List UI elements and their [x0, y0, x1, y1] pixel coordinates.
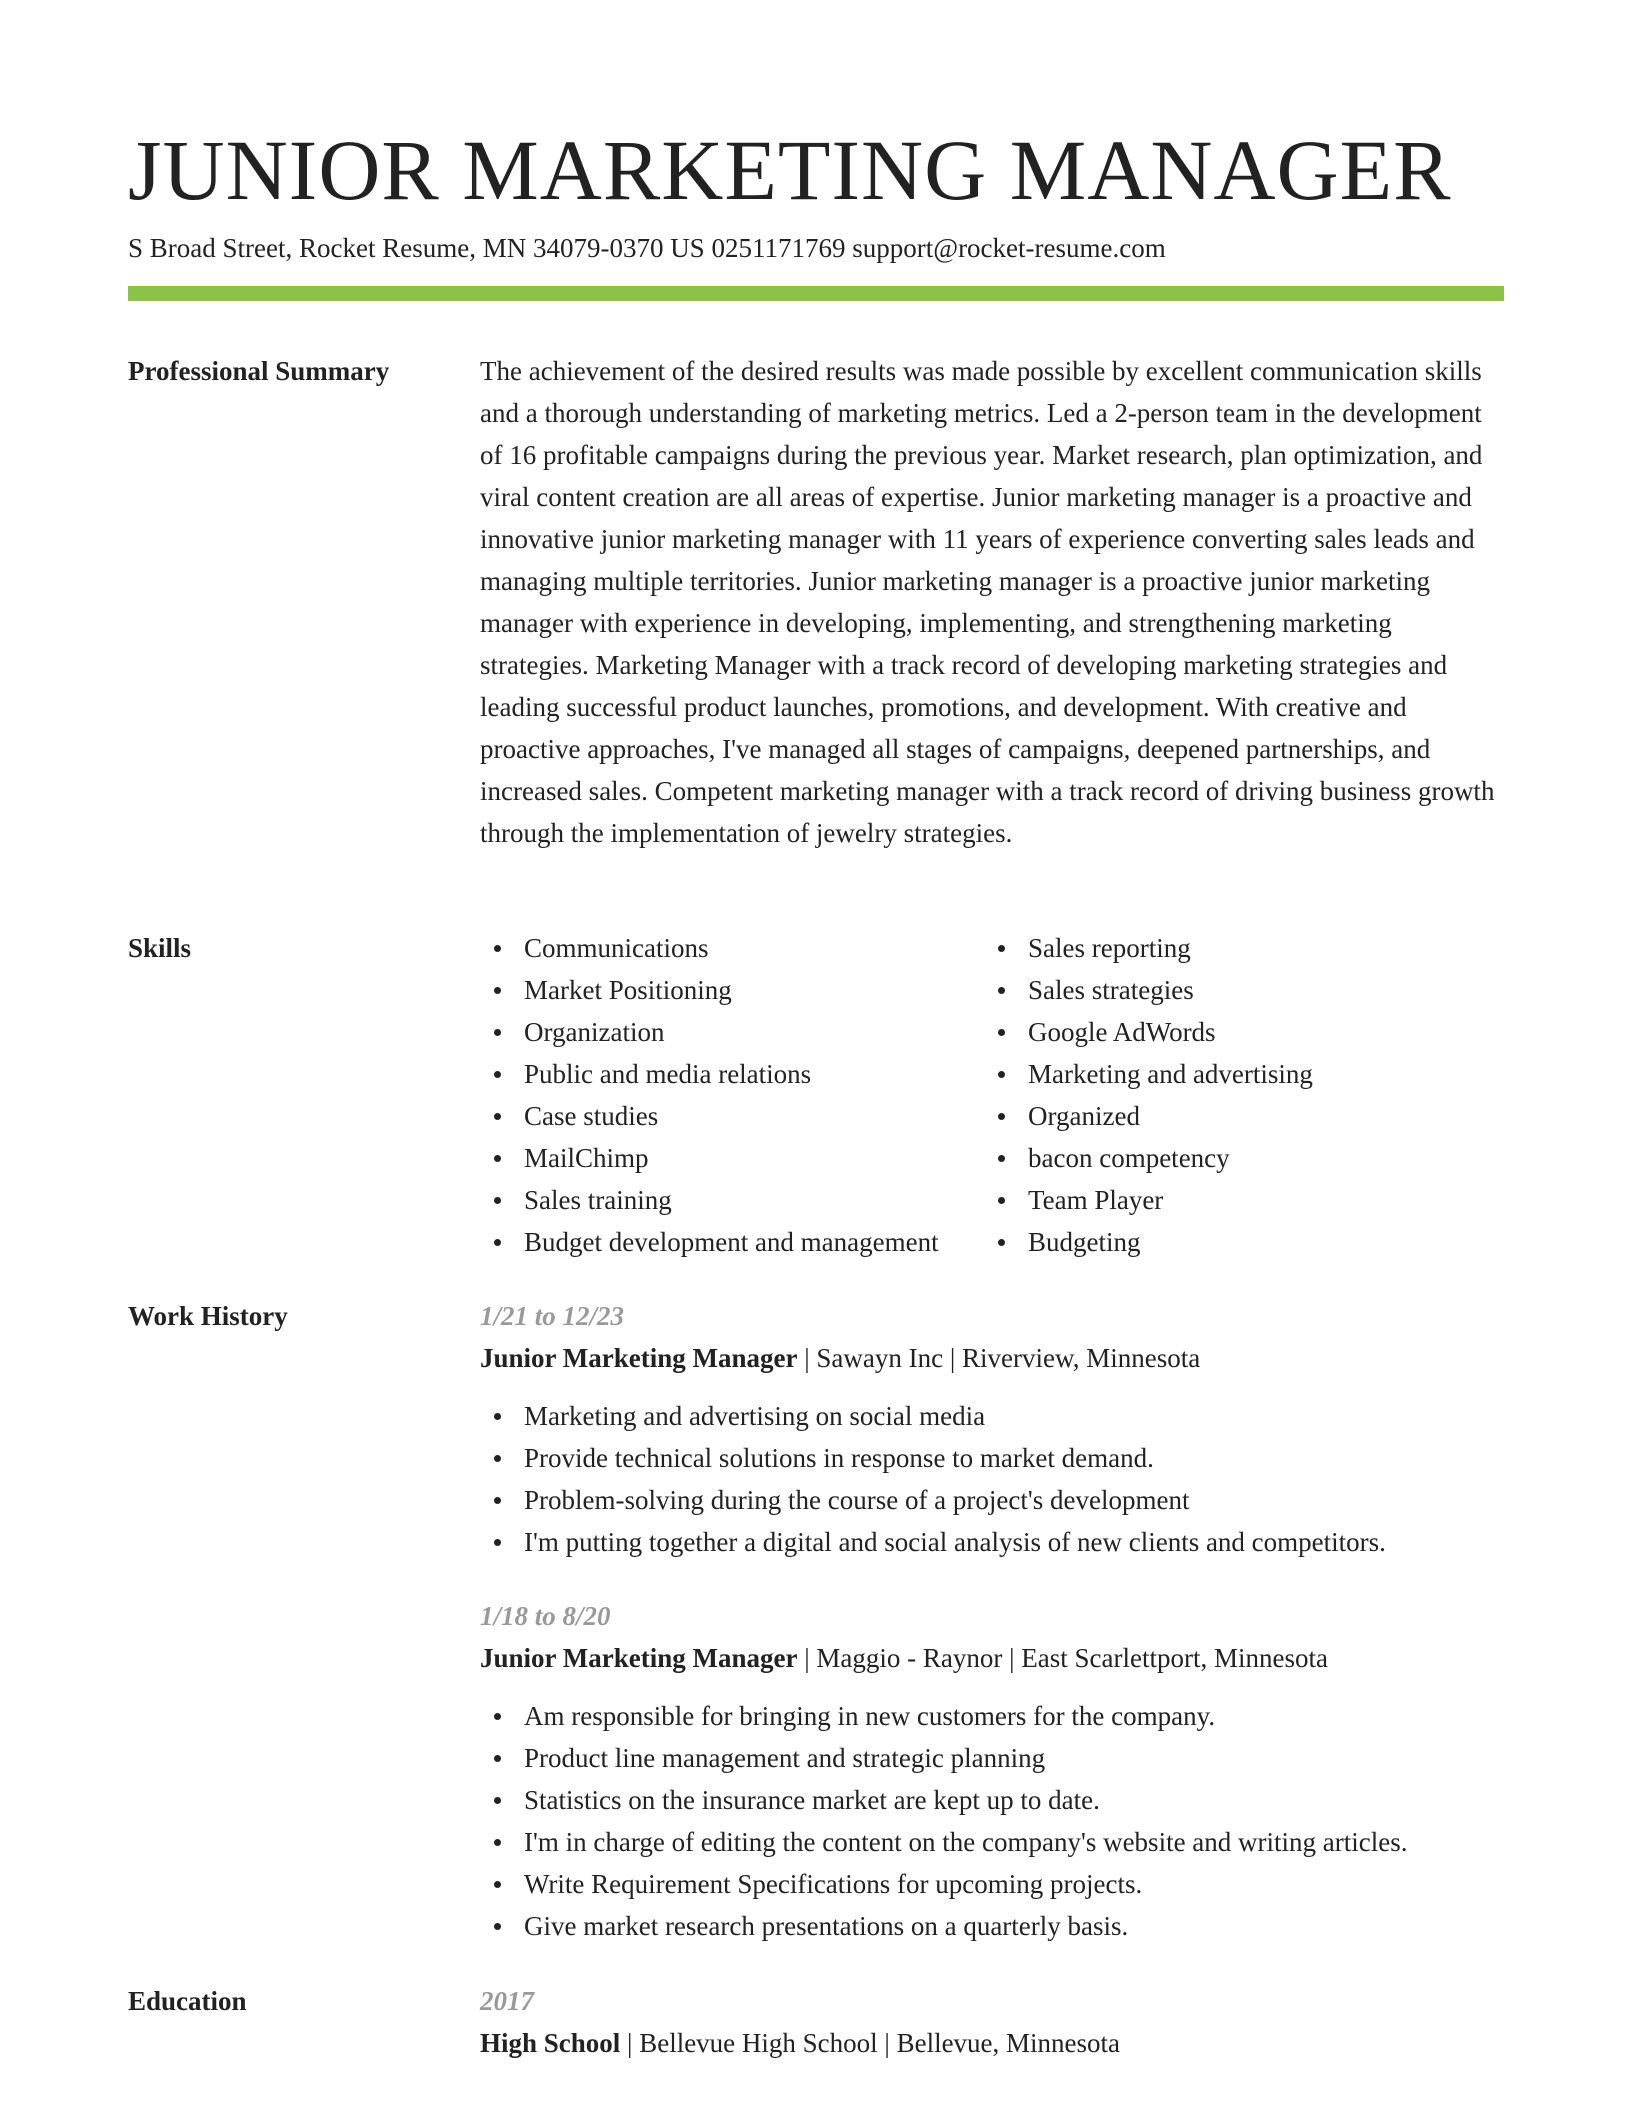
skill-item: Communications	[480, 927, 984, 969]
skills-heading: Skills	[128, 933, 192, 963]
skill-item: MailChimp	[480, 1137, 984, 1179]
job-duty: I'm putting together a digital and social analysis of new clients and competitors.	[480, 1521, 1504, 1563]
education-degree: High School	[480, 2028, 621, 2058]
skill-item: Sales reporting	[984, 927, 1504, 969]
education-body	[480, 1980, 1504, 2064]
education-heading: Education	[128, 1986, 247, 2016]
education-date: 2017	[480, 1986, 534, 2016]
education-heading-line	[480, 2022, 1504, 2064]
skill-item: Marketing and advertising	[984, 1053, 1504, 1095]
job-duties	[480, 1695, 1504, 1947]
work-history-heading: Work History	[128, 1301, 288, 1331]
skill-item: Sales training	[480, 1179, 984, 1221]
skills-list-left	[480, 927, 984, 1263]
skills-body	[480, 927, 1504, 1263]
skill-item: Organized	[984, 1095, 1504, 1137]
skill-item: Public and media relations	[480, 1053, 984, 1095]
job-duty: Write Requirement Specifications for upcoming projects.	[480, 1863, 1504, 1905]
resume-name: JUNIOR MARKETING MANAGER	[128, 122, 1452, 218]
job-duty: Product line management and strategic planning	[480, 1737, 1504, 1779]
job-duty: Statistics on the insurance market are kept up to date.	[480, 1779, 1504, 1821]
job-dates: 1/18 to 8/20	[480, 1601, 611, 1631]
skill-item: bacon competency	[984, 1137, 1504, 1179]
education-school-location: | Bellevue High School | Bellevue, Minnesota	[620, 2028, 1121, 2058]
skill-item: Budgeting	[984, 1221, 1504, 1263]
job-entry	[480, 1595, 1504, 1947]
header-divider	[128, 286, 1504, 301]
skill-item: Case studies	[480, 1095, 984, 1137]
job-duty: Provide technical solutions in response to market demand.	[480, 1437, 1504, 1479]
job-heading	[480, 1637, 1504, 1679]
summary-text: The achievement of the desired results was made possible by excellent communication skills and a thorough understanding of marketing metrics. Led a 2-person team in the development of 16 profitable campaigns during the previous year. Market research, plan optimization, and viral content creation are all areas of expertise. Junior marketing manager is a proactive and innovative junior marketing manager with 11 years of experience converting sales leads and managing multiple territories. Junior marketing manager is a proactive junior marketing manager with experience in developing, implementing, and strengthening marketing strategies. Marketing Manager with a track record of developing marketing strategies and leading successful product launches, promotions, and development. With creative and proactive approaches, I've managed all stages of campaigns, deepened partnerships, and increased sales. Competent marketing manager with a track record of driving business growth through the implementation of jewelry strategies.	[480, 356, 1495, 848]
skill-item: Organization	[480, 1011, 984, 1053]
job-duty: Am responsible for bringing in new customers for the company.	[480, 1695, 1504, 1737]
job-entry	[480, 1295, 1504, 1563]
skill-item: Team Player	[984, 1179, 1504, 1221]
job-duty: Give market research presentations on a quarterly basis.	[480, 1905, 1504, 1947]
job-dates: 1/21 to 12/23	[480, 1301, 625, 1331]
summary-heading: Professional Summary	[128, 356, 390, 386]
job-heading	[480, 1337, 1504, 1379]
job-title: Junior Marketing Manager	[480, 1343, 798, 1373]
work-history-body	[480, 1295, 1504, 1563]
job-duty: Problem-solving during the course of a project's development	[480, 1479, 1504, 1521]
skill-item: Sales strategies	[984, 969, 1504, 1011]
job-employer-location: | Maggio - Raynor | East Scarlettport, Minnesota	[797, 1643, 1328, 1673]
job-duties	[480, 1395, 1504, 1563]
job-title: Junior Marketing Manager	[480, 1643, 798, 1673]
skill-item: Market Positioning	[480, 969, 984, 1011]
job-duty: I'm in charge of editing the content on the company's website and writing articles.	[480, 1821, 1504, 1863]
contact-info: S Broad Street, Rocket Resume, MN 34079-0370 US 0251171769 support@rocket-resume.com	[128, 233, 1166, 263]
job-employer-location: | Sawayn Inc | Riverview, Minnesota	[797, 1343, 1201, 1373]
skill-item: Budget development and management	[480, 1221, 984, 1263]
summary-body	[480, 350, 1504, 854]
job-duty: Marketing and advertising on social media	[480, 1395, 1504, 1437]
skill-item: Google AdWords	[984, 1011, 1504, 1053]
skills-list-right	[984, 927, 1504, 1263]
work-history-body-2	[480, 1595, 1504, 1947]
